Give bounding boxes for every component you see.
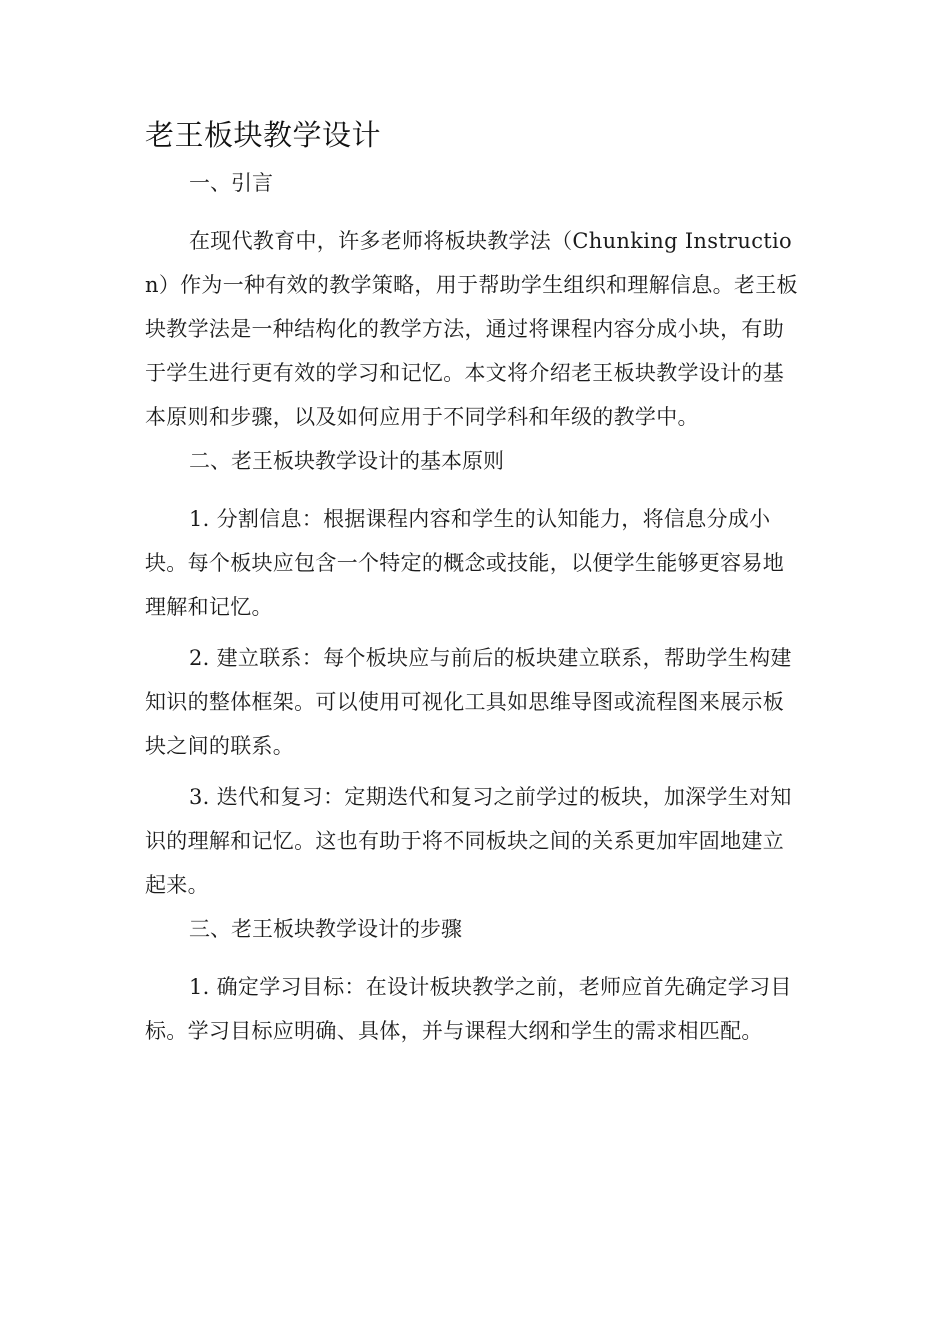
paragraph-principle-2: 2. 建立联系：每个板块应与前后的板块建立联系，帮助学生构建知识的整体框架。可以使用可视化工具如思维导图或流程图来展示板块之间的联系。 xyxy=(145,646,792,758)
paragraph-introduction: 在现代教育中，许多老师将板块教学法（Chunking Instruction）作为一种有效的教学策略，用于帮助学生组织和理解信息。老王板块教学法是一种结构化的教学方法，通过将课程内容分成小块，有助于学生进行更有效的学习和记忆。本文将介绍老王板块教学设计的基本原则和步骤，以及如何应用于不同学科和年级的教学中。 xyxy=(145,229,798,429)
section-heading-introduction: 一、引言 xyxy=(189,171,273,195)
document-title: 老王板块教学设计 xyxy=(145,118,382,152)
paragraph-step-1: 1. 确定学习目标：在设计板块教学之前，老师应首先确定学习目标。学习目标应明确、具体，并与课程大纲和学生的需求相匹配。 xyxy=(145,975,792,1043)
document-page xyxy=(145,110,805,1060)
section-heading-steps: 三、老王板块教学设计的步骤 xyxy=(189,917,462,941)
paragraph-principle-3: 3. 迭代和复习：定期迭代和复习之前学过的板块，加深学生对知识的理解和记忆。这也有助于将不同板块之间的关系更加牢固地建立起来。 xyxy=(145,785,792,897)
paragraph-principle-1: 1. 分割信息：根据课程内容和学生的认知能力，将信息分成小块。每个板块应包含一个特定的概念或技能，以便学生能够更容易地理解和记忆。 xyxy=(145,507,784,619)
section-heading-principles: 二、老王板块教学设计的基本原则 xyxy=(189,449,504,473)
